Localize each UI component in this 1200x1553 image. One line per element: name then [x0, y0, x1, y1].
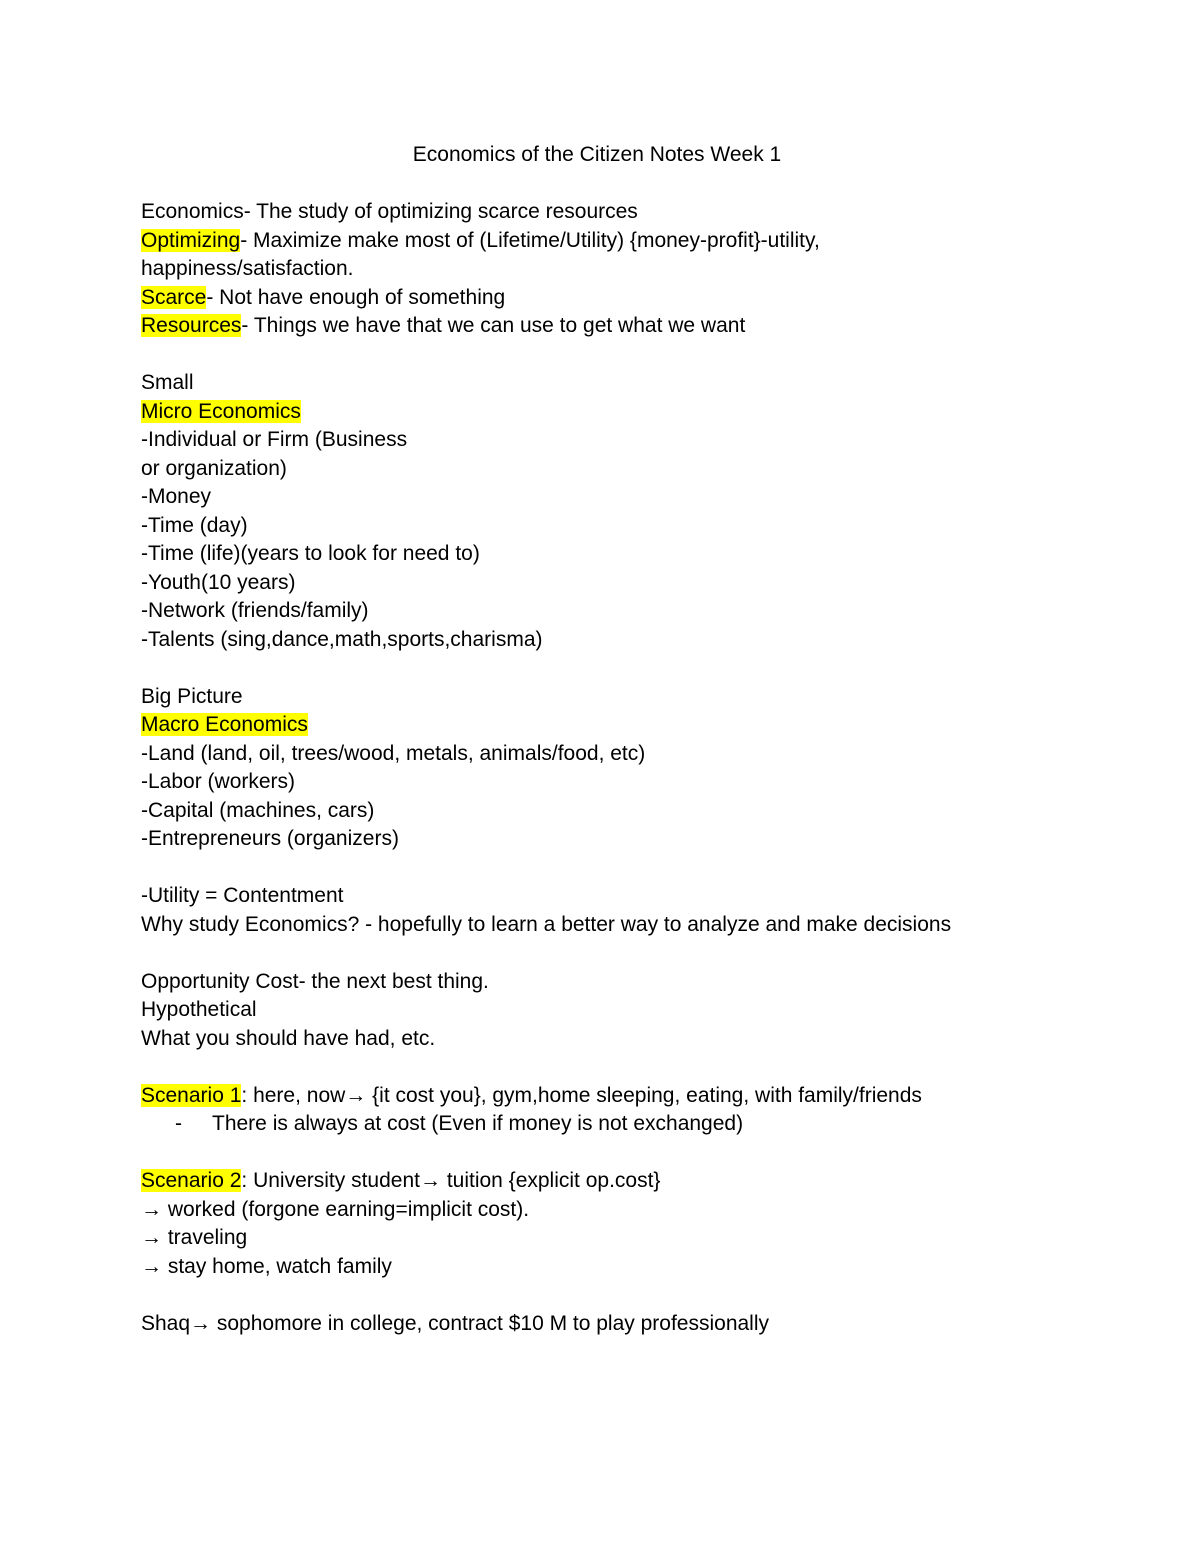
micro-title — [141, 398, 1041, 427]
macro-title — [141, 711, 1041, 740]
economics-definition: Economics- The study of optimizing scarce resources — [141, 200, 638, 223]
scenario-2-item: → traveling — [141, 1226, 248, 1249]
micro-item: -Money — [141, 485, 212, 508]
scenario-1-text: : here, now→ {it cost you}, gym,home sleeping, eating, with family/friends — [241, 1083, 922, 1107]
bullet-text: There is always at cost (Even if money is not exchanged) — [212, 1112, 744, 1135]
micro-heading: Small — [141, 371, 194, 394]
optimizing-definition — [141, 227, 1041, 256]
micro-item: -Talents (sing,dance,math,sports,charisma) — [141, 627, 543, 651]
scenario-2-line — [141, 1167, 1041, 1196]
macro-item: -Labor (workers) — [141, 770, 296, 793]
hypothetical-line: Hypothetical — [141, 998, 257, 1021]
bullet-dash: - — [175, 1112, 182, 1135]
micro-item: -Individual or Firm (Business — [141, 428, 408, 451]
macro-item: -Entrepreneurs (organizers) — [141, 827, 399, 850]
opportunity-cost-line: Opportunity Cost- the next best thing. — [141, 969, 489, 993]
scarce-text: - Not have enough of something — [206, 285, 506, 309]
scenario-1-bullet — [141, 1110, 1041, 1139]
micro-title-text: Micro Economics — [141, 399, 301, 423]
optimizing-continuation: happiness/satisfaction. — [141, 257, 354, 280]
micro-item: -Youth(10 years) — [141, 570, 296, 594]
micro-item: -Network (friends/family) — [141, 599, 369, 622]
should-have-had-line: What you should have had, etc. — [141, 1026, 436, 1050]
scenario-2-label: Scenario 2 — [141, 1169, 242, 1192]
scarce-definition — [141, 284, 1041, 313]
optimizing-text: - Maximize make most of (Lifetime/Utility) {money-profit}-utility, — [240, 228, 820, 252]
scarce-term: Scarce — [141, 285, 207, 309]
scenario-1-line — [141, 1082, 1041, 1111]
macro-item: -Land (land, oil, trees/wood, metals, animals/food, etc) — [141, 741, 646, 765]
document-title: Economics of the Citizen Notes Week 1 — [412, 143, 782, 166]
scenario-1-label: Scenario 1 — [141, 1083, 242, 1107]
macro-title-text: Macro Economics — [141, 713, 308, 736]
micro-item: -Time (day) — [141, 513, 248, 537]
macro-heading: Big Picture — [141, 684, 243, 708]
scenario-2-item: → worked (forgone earning=implicit cost). — [141, 1197, 530, 1221]
scenario-2-text: : University student→ tuition {explicit op.cost} — [241, 1169, 661, 1192]
resources-term: Resources — [141, 314, 242, 337]
utility-line: -Utility = Contentment — [141, 884, 344, 907]
optimizing-term: Optimizing — [141, 228, 241, 252]
macro-item: -Capital (machines, cars) — [141, 798, 375, 822]
micro-item: -Time (life)(years to look for need to) — [141, 542, 480, 565]
resources-text: - Things we have that we can use to get what we want — [241, 314, 746, 337]
document-body — [141, 198, 1041, 1338]
resources-definition — [141, 312, 1041, 341]
why-study-line: Why study Economics? - hopefully to learn a better way to analyze and make decisions — [141, 912, 952, 936]
shaq-line: Shaq→ sophomore in college, contract $10 M to play professionally — [141, 1311, 770, 1335]
scenario-2-item: → stay home, watch family — [141, 1254, 392, 1278]
micro-item: or organization) — [141, 456, 287, 480]
